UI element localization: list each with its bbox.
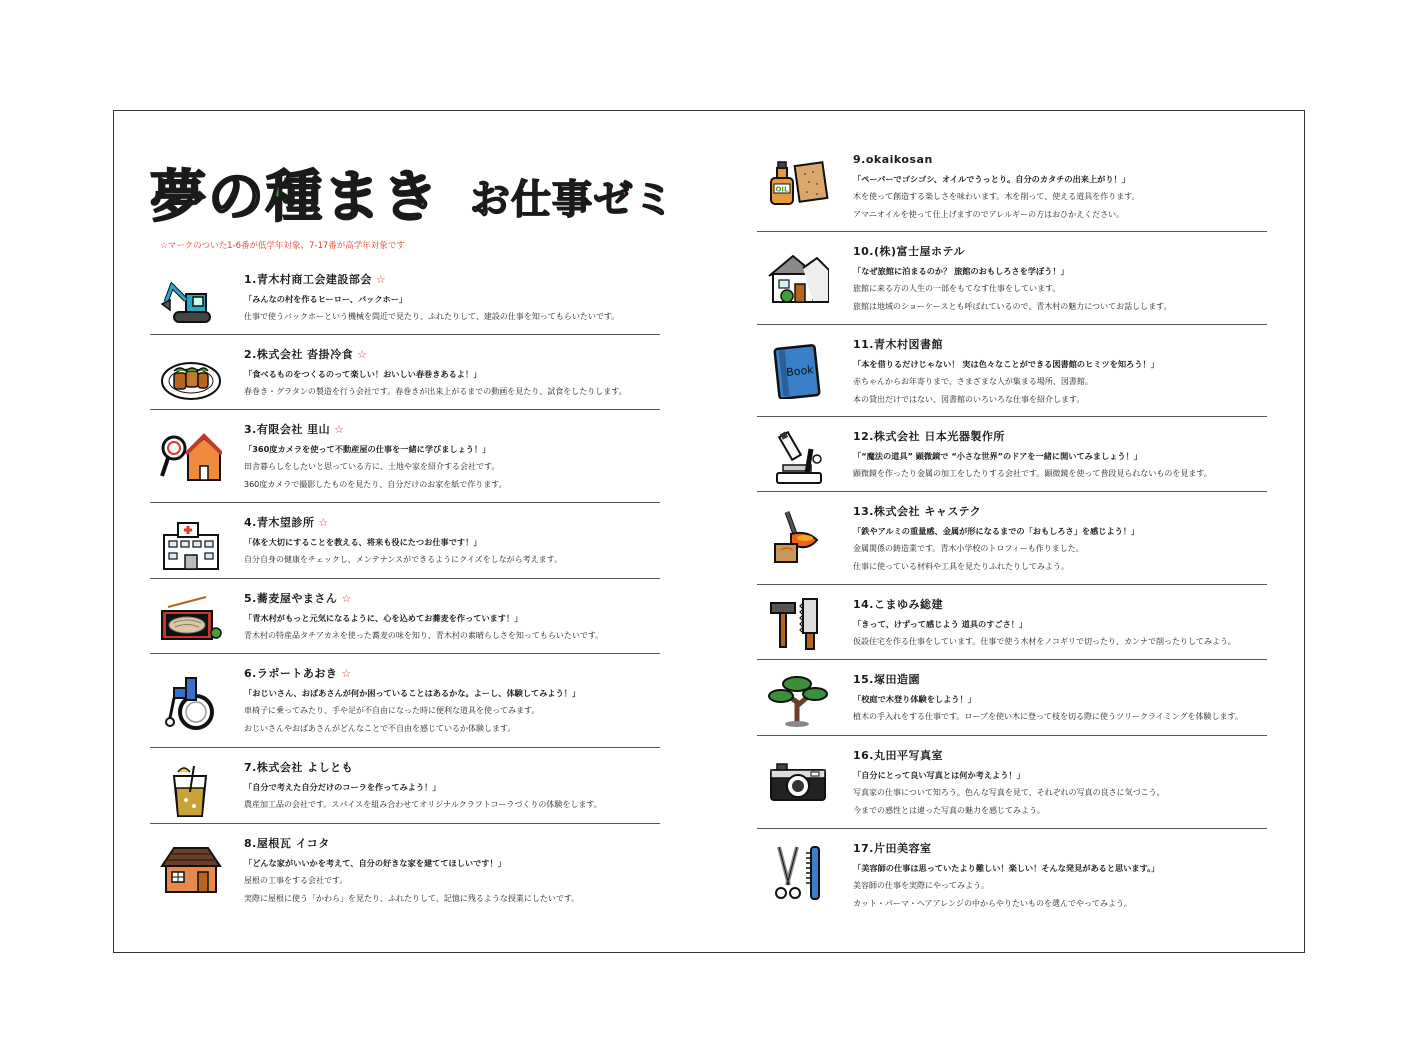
entry-name — [853, 748, 1267, 764]
entry-catchphrase: 「体を大切にすることを教える、将来も役にたつお仕事です！」 — [244, 537, 482, 547]
entry-description: 本の貸出だけではない、図書館のいろいろな仕事を紹介します。 — [853, 395, 1085, 404]
entry-body — [244, 760, 660, 811]
entry-body — [853, 429, 1267, 480]
entry-catchphrase: 「なぜ旅館に泊まるのか？ 旅館のおもしろさを学ぼう！」 — [853, 266, 1069, 276]
entry-body — [853, 244, 1267, 313]
entry-name-text: 15.塚田造園 — [853, 673, 920, 686]
soba-box-icon — [158, 591, 224, 651]
entry-description: 写真家の仕事について知ろう。色んな写真を見て、それぞれの写真の良さに気づこう。 — [853, 788, 1165, 797]
company-entry — [150, 579, 660, 654]
company-entry — [757, 325, 1267, 417]
entry-name-text: 6.ラポートあおき — [244, 667, 338, 680]
cola-glass-icon — [158, 760, 224, 820]
entry-name-text: 2.株式会社 沓掛冷食 — [244, 348, 354, 361]
low-grade-star-icon: ☆ — [375, 273, 387, 286]
entry-description: 仮設住宅を作る仕事をしています。仕事で使う木材をノコギリで切ったり、カンナで削ったりしてみよう。 — [853, 637, 1236, 646]
entry-name-text: 8.屋根瓦 イコタ — [244, 837, 330, 850]
entry-description: 赤ちゃんからお年寄りまで、さまざまな人が集まる場所、図書館。 — [853, 377, 1093, 386]
entry-name — [853, 244, 1267, 260]
page-title — [150, 146, 675, 230]
entry-catchphrase: 「自分にとって良い写真とは何か考えよう！」 — [853, 770, 1025, 780]
entry-body — [853, 841, 1267, 910]
company-entry — [757, 492, 1267, 585]
entry-catchphrase: 「どんな家がいいかを考えて、自分の好きな家を建ててほしいです！」 — [244, 858, 506, 868]
entry-name — [853, 429, 1267, 445]
entry-description: 屋根の工事をする会社です。 — [244, 876, 348, 885]
entry-catchphrase: 「おじいさん、おばあさんが何か困っていることはあるかな。よーし、体験してみよう！」 — [244, 688, 581, 698]
company-entry — [757, 417, 1267, 492]
house-magnifier-icon — [158, 426, 224, 486]
entry-description: 今までの感性とは違った写真の魅力を感じてみよう。 — [853, 806, 1045, 815]
entry-catchphrase: 「“魔法の道具” 顕微鏡で “小さな世界”のドアを一緒に開いてみましょう！」 — [853, 451, 1142, 461]
entry-catchphrase: 「きって、けずって感じよう 道具のすごさ！」 — [853, 619, 1028, 629]
entry-name — [244, 347, 660, 363]
low-grade-star-icon: ☆ — [318, 516, 329, 529]
entry-description: 田舎暮らしをしたいと思っている方に、土地や家を紹介する会社です。 — [244, 462, 500, 471]
entry-description: おじいさんやおばあさんがどんなことで不自由を感じているか体験します。 — [244, 724, 516, 733]
wheelchair-icon — [158, 672, 224, 732]
entry-description: 旅館は地域のショーケースとも呼ばれているので、青木村の魅力についてお話しします。 — [853, 302, 1172, 311]
entry-name-text: 12.株式会社 日本光器製作所 — [853, 430, 1005, 443]
entry-body — [244, 591, 660, 642]
company-entry — [757, 660, 1267, 736]
entry-catchphrase: 「360度カメラを使って不動産屋の仕事を一緒に学びましょう！」 — [244, 444, 491, 454]
entry-description: 美容師の仕事を実際にやってみよう。 — [853, 881, 989, 890]
entry-description: 車椅子に乗ってみたり、手や足が不自由になった時に便利な道具を使ってみます。 — [244, 706, 540, 715]
entry-description: 顕微鏡を作ったり金属の加工をしたりする会社です。顕微鏡を使って普段見られないものを見ます。 — [853, 469, 1212, 478]
svg-text:OIL: OIL — [775, 185, 789, 194]
entry-catchphrase: 「青木村がもっと元気になるように、心を込めてお蕎麦を作っています！」 — [244, 613, 523, 623]
company-entry — [150, 824, 660, 924]
entry-name-text: 16.丸田平写真室 — [853, 749, 943, 762]
right-column — [757, 140, 1267, 919]
company-entry — [757, 232, 1267, 325]
entry-body — [853, 504, 1267, 573]
entry-catchphrase: 「みんなの村を作るヒーロー、バックホー」 — [244, 294, 408, 304]
entry-catchphrase: 「自分で考えた自分だけのコーラを作ってみよう！」 — [244, 782, 441, 792]
entry-body — [853, 748, 1267, 817]
entry-description: 金属関係の鋳造業です。青木小学校のトロフィーも作りました。 — [853, 544, 1084, 553]
entry-body — [853, 152, 1267, 221]
entry-name — [853, 504, 1267, 520]
company-entry — [150, 503, 660, 579]
entry-name — [853, 152, 1267, 168]
entry-name-text: 5.蕎麦屋やまさん — [244, 592, 338, 605]
entry-name — [244, 666, 660, 682]
entry-body — [853, 597, 1267, 648]
clinic-icon — [158, 515, 224, 575]
camera-icon — [765, 752, 831, 812]
entry-catchphrase: 「食べるものをつくるのって楽しい！おいしい春巻きあるよ！」 — [244, 369, 482, 379]
company-entry — [150, 335, 660, 410]
company-entry — [757, 140, 1267, 232]
low-grade-star-icon: ☆ — [334, 423, 345, 436]
entry-name-text: 10.(株)富士屋ホテル — [853, 245, 965, 258]
entry-body — [244, 666, 660, 735]
entry-description: 青木村の特産品タチアカネを使った蕎麦の味を知り、青木村の素晴らしさを知ってもらいたいです。 — [244, 631, 604, 640]
entry-body — [244, 836, 660, 905]
entry-description: 360度カメラで撮影したものを見たり、自分だけのお家を紙で作ります。 — [244, 480, 507, 489]
entry-description: 農産加工品の会社です。スパイスを組み合わせてオリジナルクラフトコーラづくりの体験をします。 — [244, 800, 602, 809]
low-grade-star-icon: ☆ — [357, 348, 368, 361]
tile-roof-house-icon — [158, 838, 224, 898]
company-entry — [150, 410, 660, 503]
low-grade-star-icon: ☆ — [341, 667, 352, 680]
company-entry — [150, 654, 660, 748]
left-column — [150, 260, 660, 924]
entry-body — [244, 422, 660, 491]
entry-catchphrase: 「美容師の仕事は思っていたより難しい！楽しい！そんな発見があると思います。」 — [853, 863, 1160, 873]
company-entry — [150, 748, 660, 824]
entry-description: 春巻き・グラタンの製造を行う会社です。春巻きが出来上がるまでの動画を見たり、試食をしたりします。 — [244, 387, 627, 396]
entry-name-text: 7.株式会社 よしとも — [244, 761, 354, 774]
book-icon — [765, 341, 831, 401]
company-entry — [757, 585, 1267, 660]
entry-catchphrase: 「本を借りるだけじゃない！ 実は色々なことができる図書館のヒミツを知ろう！」 — [853, 359, 1159, 369]
entry-description: 旅館に来る方の人生の一部をもてなす仕事をしています。 — [853, 284, 1061, 293]
entry-name — [244, 591, 660, 607]
entry-name — [853, 672, 1267, 688]
entry-description: アマニオイルを使って仕上げますのでアレルギーの方はおひかえください。 — [853, 210, 1125, 219]
entry-description: 仕事に使っている材料や工具を見たりふれたりしてみよう。 — [853, 562, 1069, 571]
entry-name-text: 14.こまゆみ総建 — [853, 598, 943, 611]
spring-roll-plate-icon — [158, 347, 224, 407]
company-entry — [757, 736, 1267, 829]
entry-description: カット・パーマ・ヘアアレンジの中からやりたいものを選んでやってみよう。 — [853, 899, 1132, 908]
entry-name — [244, 272, 660, 288]
entry-name — [853, 597, 1267, 613]
entry-name — [853, 841, 1267, 857]
title-main: 夢の種まき — [150, 165, 440, 230]
entry-body — [853, 337, 1267, 406]
hotel-house-icon — [765, 248, 831, 308]
oil-bottle-sandpaper-icon — [765, 152, 831, 212]
entry-name-text: 1.青木村商工会建設部会 — [244, 273, 372, 286]
target-note: ☆マークのついた1-6番が低学年対象、7-17番が高学年対象です — [160, 241, 405, 251]
entry-name-text: 13.株式会社 キャステク — [853, 505, 982, 518]
entry-catchphrase: 「校庭で木登り体験をしよう！」 — [853, 694, 976, 704]
entry-name — [244, 760, 660, 776]
entry-description: 植木の手入れをする仕事です。ロープを使い木に登って枝を切る際に使うツリークライミングを体験します。 — [853, 712, 1243, 721]
svg-text:Book: Book — [785, 363, 815, 380]
entry-catchphrase: 「鉄やアルミの重量感、金属が形になるまでの「おもしろさ」を感じよう！」 — [853, 526, 1140, 536]
low-grade-star-icon: ☆ — [341, 592, 352, 605]
entry-name-text: 9.okaikosan — [853, 153, 933, 166]
entry-name — [853, 337, 1267, 353]
entry-name — [244, 836, 660, 852]
entry-body — [244, 515, 660, 566]
entry-name-text: 3.有限会社 里山 — [244, 423, 331, 436]
entry-description: 自分自身の健康をチェックし、メンテナンスができるようにクイズをしながら考えます。 — [244, 555, 562, 564]
entry-body — [244, 347, 660, 398]
pine-tree-icon — [765, 670, 831, 730]
microscope-icon — [765, 427, 831, 487]
entry-name — [244, 422, 660, 438]
entry-name — [244, 515, 660, 531]
company-entry — [150, 260, 660, 335]
casting-ladle-icon — [765, 508, 831, 568]
entry-body — [244, 272, 660, 323]
entry-name-text: 17.片田美容室 — [853, 842, 932, 855]
entry-body — [853, 672, 1267, 723]
entry-description: 木を使って創造する楽しさを味わいます。木を削って、使える道具を作ります。 — [853, 192, 1140, 201]
entry-description: 実際に屋根に使う「かわら」を見たり、ふれたりして、記憶に残るような授業にしたいです。 — [244, 894, 580, 903]
hammer-saw-icon — [765, 593, 831, 653]
entry-name-text: 11.青木村図書館 — [853, 338, 943, 351]
company-entry — [757, 829, 1267, 919]
entry-name-text: 4.青木望診所 — [244, 516, 315, 529]
entry-catchphrase: 「ペーパーでゴシゴシ、オイルでうっとり。自分のカタチの出来上がり！」 — [853, 174, 1130, 184]
excavator-icon — [158, 272, 224, 332]
title-sub: お仕事ゼミ — [470, 177, 675, 223]
entry-description: 仕事で使うバックホーという機械を間近で見たり、ふれたりして、建設の仕事を知ってもらいたいです。 — [244, 312, 620, 321]
scissors-comb-icon — [765, 843, 831, 903]
